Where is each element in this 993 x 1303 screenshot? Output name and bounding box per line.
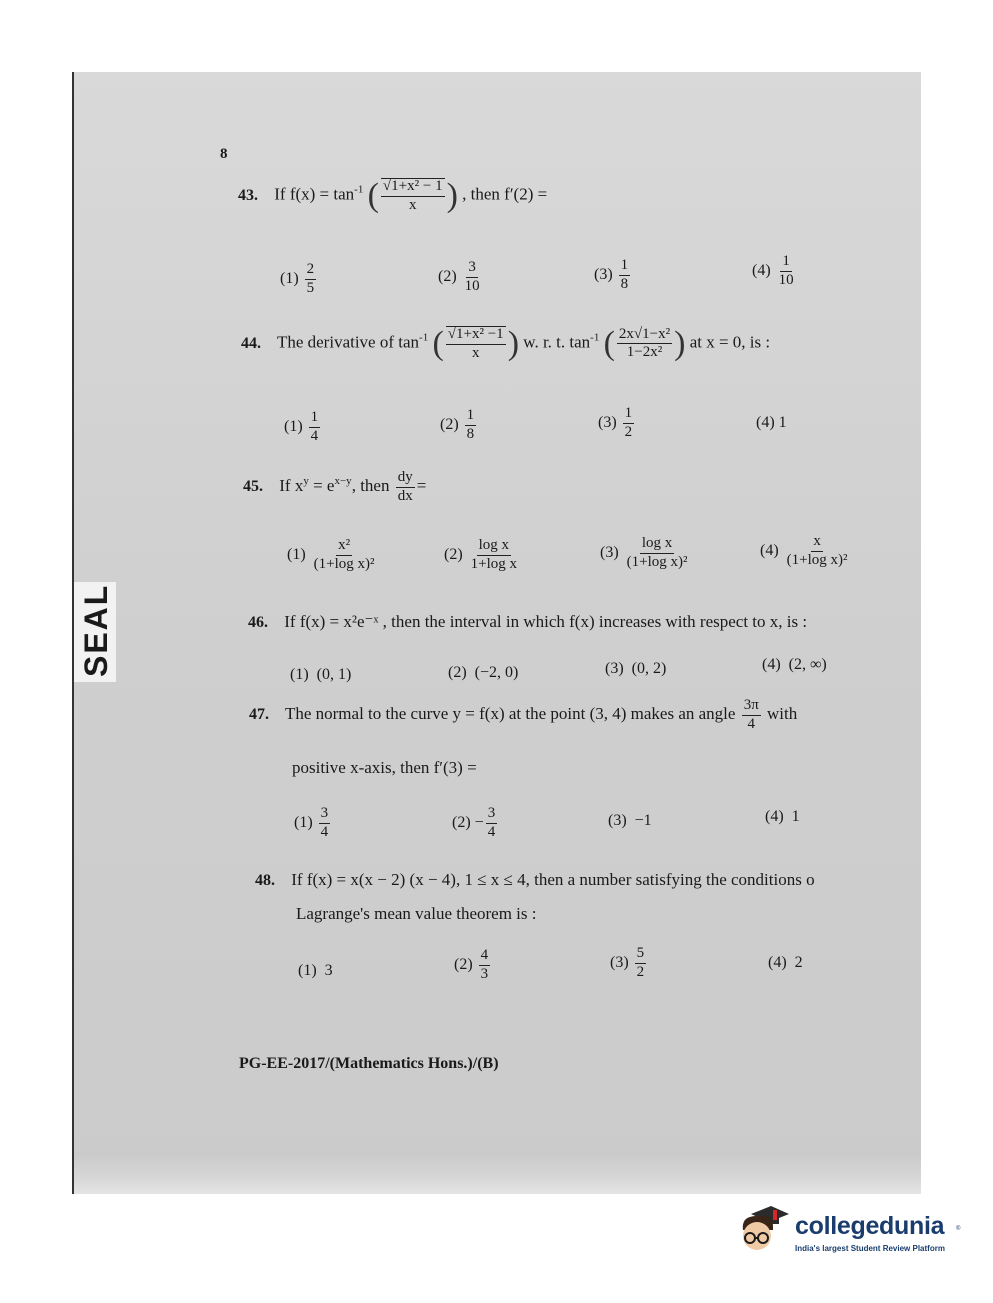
question-text: If f(x) = x²e⁻ˣ , then the interval in which f(x) increases with respect to x, is :	[284, 612, 808, 631]
denominator: 4	[310, 427, 319, 444]
option-label: (3)	[610, 953, 629, 971]
numerator: 1	[623, 406, 635, 424]
option-44-2[interactable]	[440, 408, 478, 443]
denominator: (1+log x)²	[626, 553, 688, 570]
numerator: 3	[319, 806, 331, 824]
question-45	[243, 470, 426, 505]
denominator: 8	[620, 275, 629, 292]
option-fraction	[465, 408, 477, 443]
option-fraction	[625, 536, 690, 571]
question-number: 45.	[243, 478, 263, 496]
denominator: 3	[480, 965, 489, 982]
denominator: 4	[747, 715, 755, 732]
option-value: 3	[324, 962, 333, 979]
question-number: 47.	[249, 706, 269, 724]
option-fraction	[309, 410, 321, 445]
option-46-2[interactable]	[448, 664, 518, 682]
denominator: 10	[778, 271, 794, 288]
option-label: (3)	[600, 543, 619, 561]
question-text: The normal to the curve y = f(x) at the point (3, 4) makes an angle	[284, 704, 736, 724]
superscript: -1	[419, 331, 429, 344]
denominator: x	[471, 344, 480, 361]
option-value: (0, 1)	[316, 666, 352, 683]
denominator: 1+log x	[470, 555, 518, 572]
numerator: √1+x² − 1	[381, 178, 445, 197]
option-label: (1)	[298, 962, 317, 979]
question-text: , then	[351, 476, 390, 496]
fraction	[446, 326, 506, 362]
side-stamp-text: SEAL	[78, 583, 114, 677]
option-fraction	[319, 806, 331, 841]
option-label: (2)	[454, 955, 473, 973]
option-value: 2	[794, 954, 803, 971]
option-label: (2)	[440, 415, 459, 433]
question-48	[255, 870, 815, 890]
option-label: (1)	[290, 666, 309, 683]
page-number: 8	[220, 146, 228, 162]
option-fraction	[785, 534, 850, 569]
option-value: (2, ∞)	[788, 656, 827, 673]
question-46	[248, 612, 807, 632]
option-value: (0, 2)	[631, 660, 667, 677]
logo-tagline: India's largest Student Review Platform	[795, 1244, 945, 1253]
option-47-4[interactable]	[765, 808, 800, 826]
option-43-3[interactable]	[594, 258, 632, 293]
option-label: (3)	[594, 265, 613, 283]
fraction	[742, 698, 761, 733]
option-label: (4)	[760, 541, 779, 559]
page-footer: PG-EE-2017/(Mathematics Hons.)/(B)	[239, 1055, 499, 1072]
option-45-1[interactable]	[287, 538, 379, 573]
option-label: (4)	[765, 808, 784, 825]
numerator: 1	[619, 258, 631, 276]
option-label: (1)	[287, 545, 306, 563]
left-paren: (	[603, 324, 615, 362]
numerator: 1	[780, 254, 792, 272]
fraction	[396, 470, 415, 505]
option-label: (2)	[452, 813, 471, 831]
option-fraction	[463, 260, 482, 295]
denominator: (1+log x)²	[313, 555, 375, 572]
option-43-2[interactable]	[438, 260, 484, 295]
option-43-4[interactable]	[752, 254, 798, 289]
numerator: log x	[477, 538, 511, 556]
numerator: 2	[305, 262, 317, 280]
option-label: (2)	[448, 664, 467, 681]
question-text-end: , then f′(2) =	[462, 184, 548, 204]
option-label: (1)	[294, 813, 313, 831]
option-fraction	[305, 262, 317, 297]
superscript: y	[303, 475, 309, 488]
superscript: -1	[590, 331, 600, 344]
option-45-4[interactable]	[760, 534, 852, 569]
question-text: The derivative of tan	[276, 332, 420, 352]
option-48-2[interactable]	[454, 948, 492, 983]
left-paren: (	[432, 324, 444, 362]
question-47-line2: positive x-axis, then f′(3) =	[292, 758, 477, 777]
option-48-3[interactable]	[610, 946, 648, 981]
denominator: 1−2x²	[626, 344, 663, 361]
option-label: (3)	[598, 413, 617, 431]
option-44-4[interactable]	[756, 414, 787, 432]
numerator: 2x√1−x²	[617, 327, 672, 345]
option-label: (4)	[752, 261, 771, 279]
question-43	[238, 178, 547, 214]
denominator: 4	[320, 823, 329, 840]
option-sign: −	[474, 813, 484, 831]
superscript: -1	[354, 183, 364, 196]
question-number: 43.	[238, 186, 258, 204]
question-text-mid: w. r. t. tan	[523, 332, 591, 352]
option-label: (4)	[768, 954, 787, 971]
option-label: (4)	[762, 656, 781, 673]
numerator: 3π	[742, 698, 761, 716]
question-47	[249, 698, 797, 733]
right-paren: )	[674, 324, 686, 362]
question-number: 46.	[248, 614, 268, 631]
option-44-1[interactable]	[284, 410, 322, 445]
option-fraction	[486, 806, 498, 841]
denominator: 2	[636, 963, 645, 980]
option-label: (3)	[608, 812, 627, 829]
scan-left-border	[72, 72, 74, 1194]
student-mascot-icon	[733, 1200, 793, 1258]
superscript: x−y	[334, 475, 352, 488]
denominator: dx	[397, 487, 413, 504]
scan-bottom-fold	[72, 1152, 921, 1194]
option-47-1[interactable]	[294, 806, 332, 841]
option-value: (−2, 0)	[474, 664, 519, 681]
option-label: (3)	[605, 660, 624, 677]
option-47-2[interactable]	[452, 806, 499, 841]
numerator: 4	[479, 948, 491, 966]
question-48-line2: Lagrange's mean value theorem is :	[296, 904, 537, 923]
option-fraction	[469, 538, 519, 573]
denominator: 8	[466, 425, 475, 442]
option-value: 1	[791, 808, 800, 825]
denominator: 2	[624, 423, 633, 440]
option-44-3[interactable]	[598, 406, 636, 441]
numerator: x	[811, 534, 823, 552]
option-fraction	[777, 254, 796, 289]
option-value: 1	[778, 414, 787, 431]
question-number: 48.	[255, 872, 275, 889]
question-text: If x	[279, 476, 304, 496]
option-46-1[interactable]	[290, 666, 351, 684]
denominator: (1+log x)²	[786, 551, 848, 568]
trademark-mark: ®	[956, 1226, 961, 1232]
option-48-1[interactable]	[298, 962, 333, 980]
numerator: 3	[486, 806, 498, 824]
numerator: dy	[396, 470, 415, 488]
option-46-3[interactable]	[605, 660, 666, 678]
question-number: 44.	[241, 334, 261, 352]
option-fraction	[479, 948, 491, 983]
option-label: (1)	[280, 269, 299, 287]
denominator: 4	[487, 823, 496, 840]
option-label: (2)	[438, 267, 457, 285]
numerator: 5	[635, 946, 647, 964]
question-text: If f(x) = tan	[274, 184, 355, 204]
denominator: x	[409, 196, 417, 213]
option-label: (4)	[756, 414, 775, 431]
question-44	[241, 326, 770, 362]
question-text: = e	[308, 476, 335, 496]
numerator: 1	[465, 408, 477, 426]
option-43-1[interactable]	[280, 262, 318, 297]
collegedunia-logo[interactable]	[733, 1200, 963, 1260]
denominator: 10	[464, 277, 480, 294]
numerator: log x	[640, 536, 674, 554]
right-paren: )	[446, 176, 458, 214]
numerator: 1	[309, 410, 321, 428]
option-46-4[interactable]	[762, 656, 827, 674]
question-text: If f(x) = x(x − 2) (x − 4), 1 ≤ x ≤ 4, then a number satisfying the conditions o	[291, 870, 815, 889]
option-label: (2)	[444, 545, 463, 563]
option-45-2[interactable]	[444, 538, 521, 573]
option-fraction	[312, 538, 377, 573]
option-48-4[interactable]	[768, 954, 803, 972]
option-45-3[interactable]	[600, 536, 692, 571]
equals: =	[416, 476, 427, 496]
scanned-page	[72, 72, 921, 1194]
fraction	[381, 178, 445, 214]
denominator: 5	[306, 279, 315, 296]
question-text-end: at x = 0, is :	[689, 332, 771, 352]
numerator: 3	[466, 260, 478, 278]
option-fraction	[635, 946, 647, 981]
question-text-end: with	[767, 704, 798, 724]
numerator: √1+x² −1	[446, 326, 506, 345]
numerator: x²	[336, 538, 352, 556]
logo-wordmark: collegedunia	[795, 1212, 945, 1240]
left-paren: (	[367, 176, 379, 214]
right-paren: )	[507, 324, 520, 362]
option-value: −1	[634, 812, 652, 829]
fraction	[617, 327, 672, 362]
option-47-3[interactable]	[608, 812, 652, 830]
option-fraction	[619, 258, 631, 293]
option-label: (1)	[284, 417, 303, 435]
option-fraction	[623, 406, 635, 441]
